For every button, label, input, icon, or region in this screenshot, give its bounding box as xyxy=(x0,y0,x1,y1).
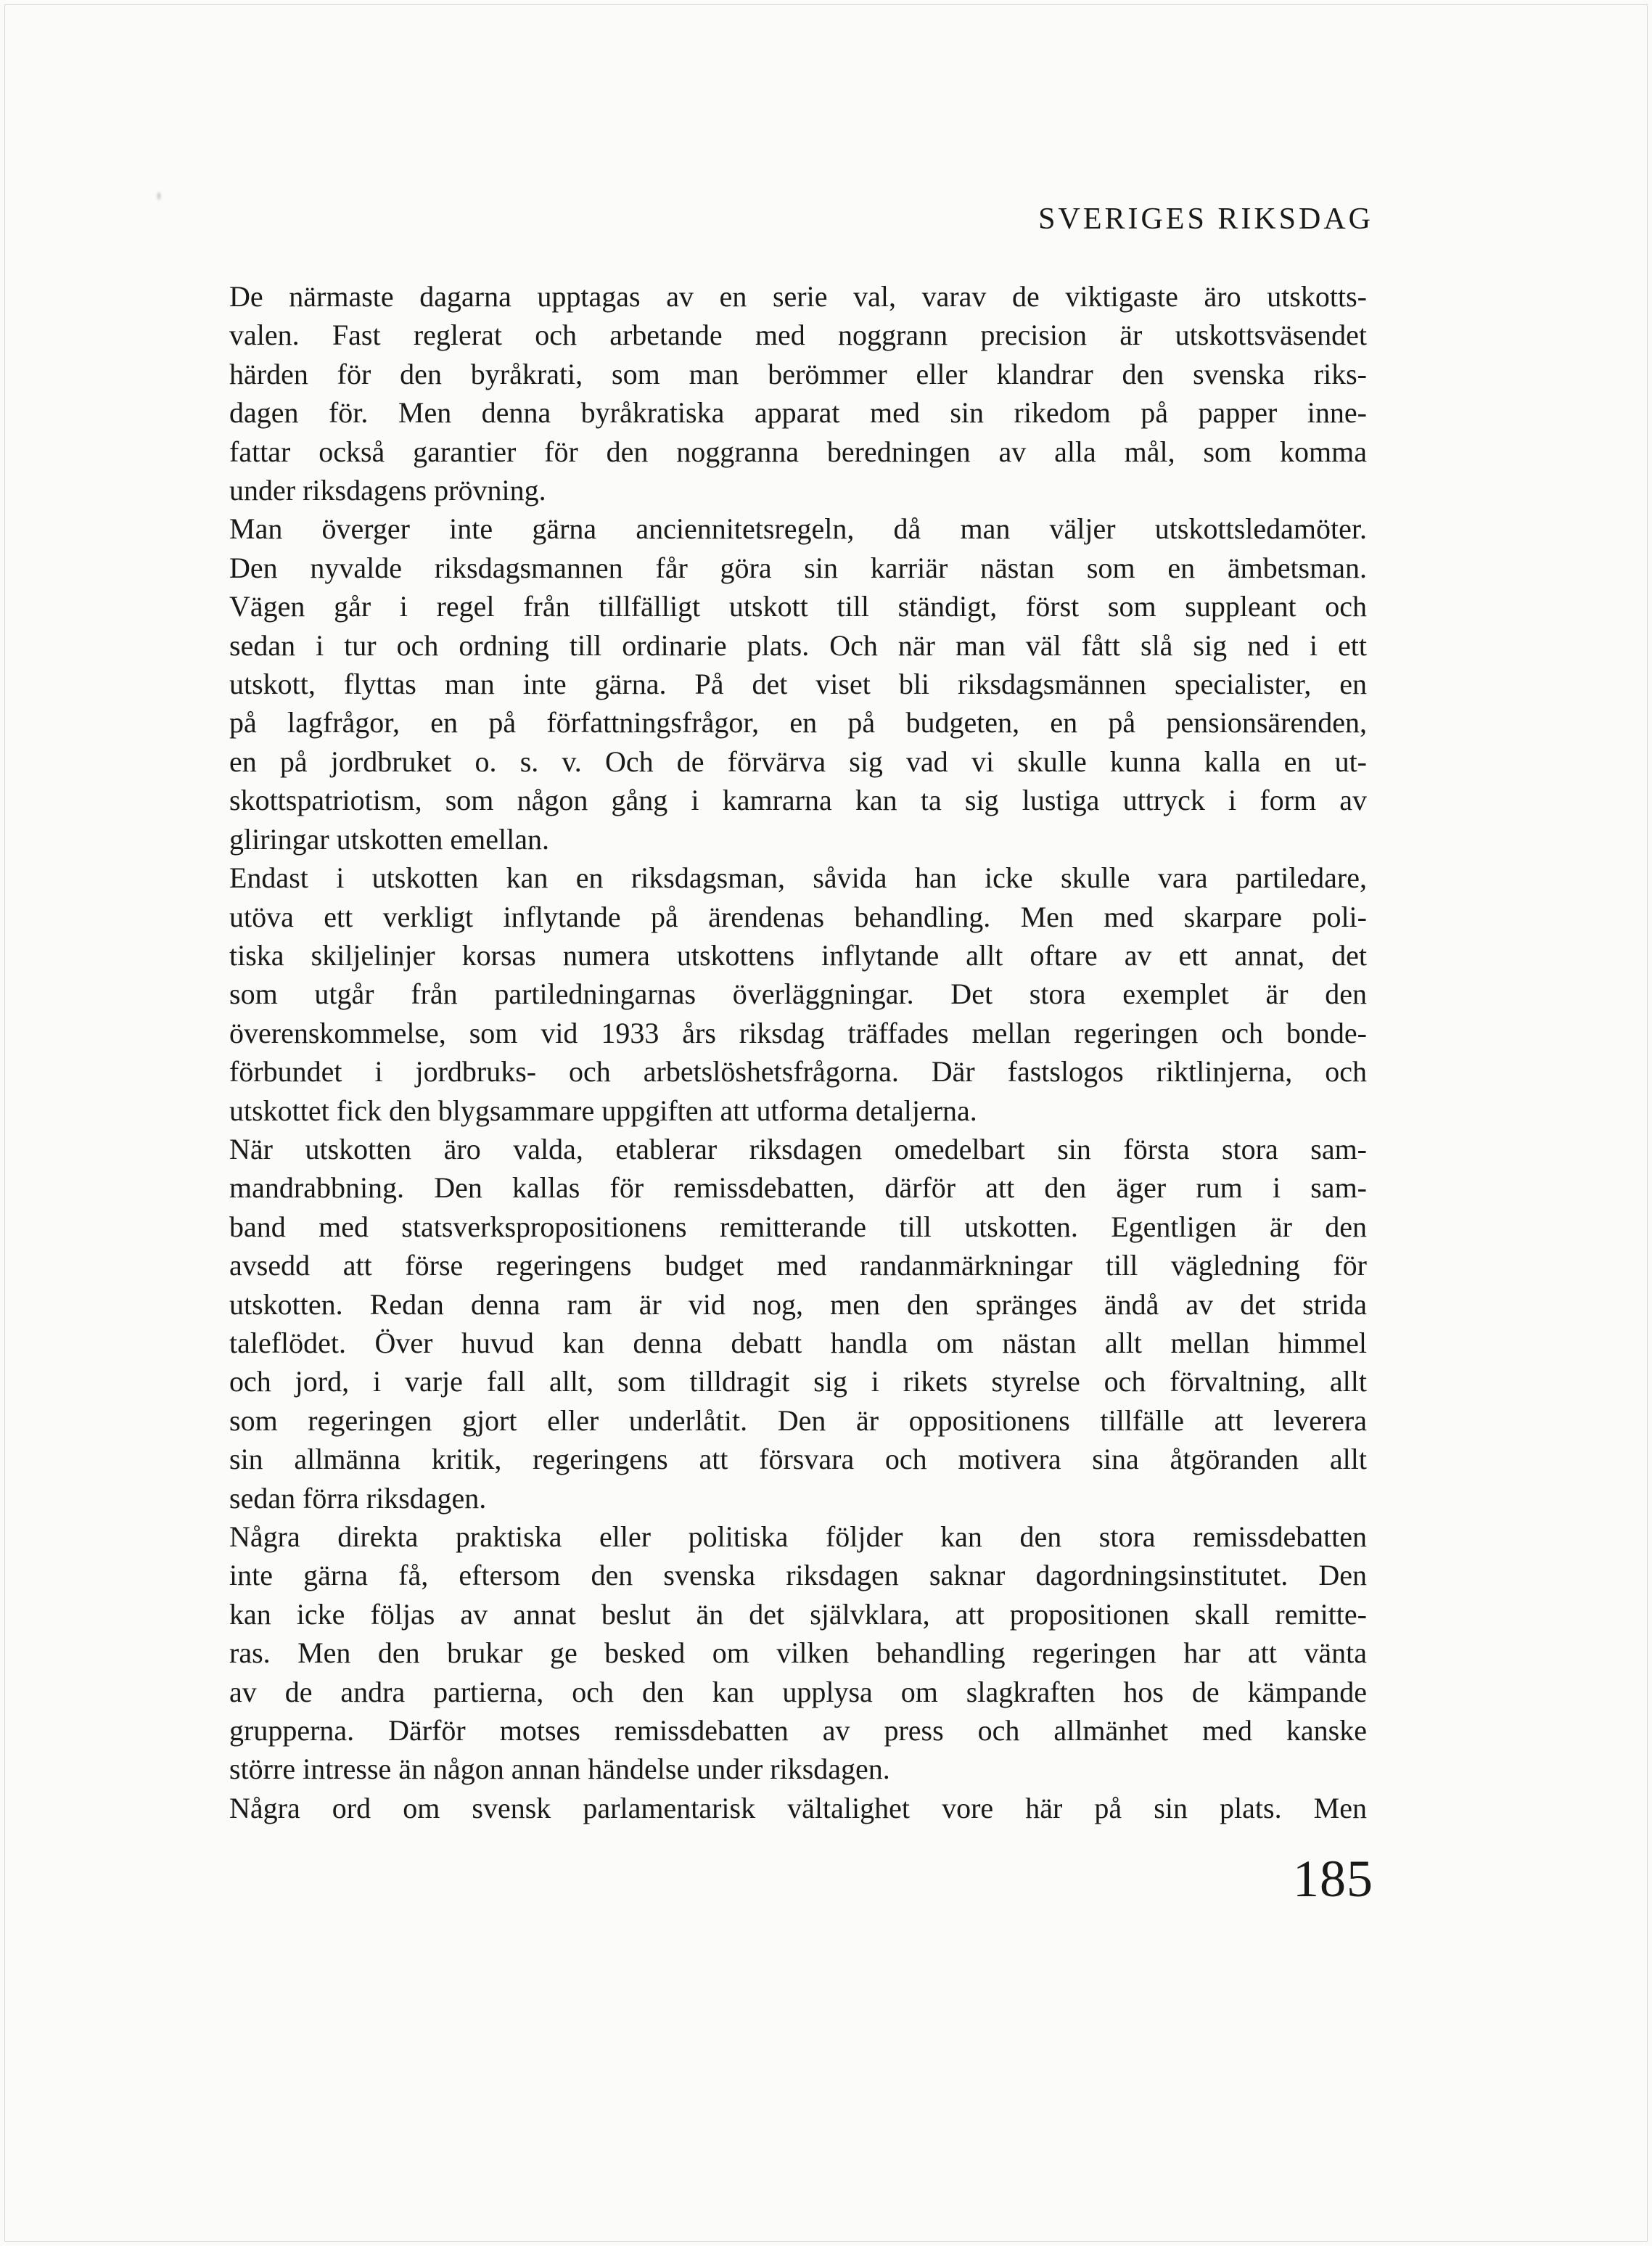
text-line: kan icke följas av annat beslut än det självklara, att propositionen skall remitte- xyxy=(229,1597,1367,1631)
text-line: som utgår från partiledningarnas överläggningar. Det stora exemplet är den xyxy=(229,977,1367,1011)
text-line: härden för den byråkrati, som man berömmer eller klandrar den svenska riks- xyxy=(229,357,1367,390)
text-line: under riksdagens prövning. xyxy=(229,474,546,507)
text-line: och jord, i varje fall allt, som tilldragit sig i rikets styrelse och förvaltning, allt xyxy=(229,1365,1367,1398)
text-line: fattar också garantier för den noggranna beredningen av alla mål, som komma xyxy=(229,435,1367,468)
text-line: Vägen går i regel från tillfälligt utskott till ständigt, först som suppleant och xyxy=(229,590,1367,623)
text-line: utöva ett verkligt inflytande på ärendenas behandling. Men med skarpare poli- xyxy=(229,900,1367,933)
text-line: skottspatriotism, som någon gång i kamrarna kan ta sig lustiga uttryck i form av xyxy=(229,784,1367,817)
text-line: större intresse än någon annan händelse under riksdagen. xyxy=(229,1753,890,1786)
text-line: sedan förra riksdagen. xyxy=(229,1481,487,1515)
text-line: Endast i utskotten kan en riksdagsman, såvida han icke skulle vara partiledare, xyxy=(229,861,1367,895)
text-line: Man överger inte gärna anciennitetsregeln, då man väljer utskottsledamöter. xyxy=(229,512,1367,546)
text-line: inte gärna få, eftersom den svenska riksdagen saknar dagordningsinstitutet. Den xyxy=(229,1559,1367,1592)
text-line: band med statsverkspropositionens remitterande till utskotten. Egentligen är den xyxy=(229,1210,1367,1243)
text-line: som regeringen gjort eller underlåtit. Den är oppositionens tillfälle att leverera xyxy=(229,1403,1367,1437)
text-line: av de andra partierna, och den kan upplysa om slagkraften hos de kämpande xyxy=(229,1675,1367,1708)
text-line: överenskommelse, som vid 1933 års riksdag träffades mellan regeringen och bonde- xyxy=(229,1016,1367,1049)
text-line: valen. Fast reglerat och arbetande med noggrann precision är utskottsväsendet xyxy=(229,319,1367,352)
text-line: sedan i tur och ordning till ordinarie plats. Och när man väl fått slå sig ned i ett xyxy=(229,628,1367,662)
text-line: Några direkta praktiska eller politiska följder kan den stora remissdebatten xyxy=(229,1520,1367,1553)
text-line: taleflödet. Över huvud kan denna debatt handla om nästan allt mellan himmel xyxy=(229,1326,1367,1359)
text-line: Den nyvalde riksdagsmannen får göra sin karriär nästan som en ämbetsman. xyxy=(229,551,1367,584)
text-line: gliringar utskotten emellan. xyxy=(229,822,549,856)
running-head: SVERIGES RIKSDAG xyxy=(1038,202,1373,236)
text-line: ras. Men den brukar ge besked om vilken behandling regeringen har att vänta xyxy=(229,1636,1367,1670)
text-line: tiska skiljelinjer korsas numera utskottens inflytande allt oftare av ett annat, det xyxy=(229,938,1367,972)
text-line: utskotten. Redan denna ram är vid nog, men den spränges ändå av det strida xyxy=(229,1287,1367,1321)
text-line: utskott, flyttas man inte gärna. På det viset bli riksdagsmännen specialister, en xyxy=(229,668,1367,701)
text-line: grupperna. Därför motses remissdebatten av press och allmänhet med kanske xyxy=(229,1714,1367,1747)
text-line: avsedd att förse regeringens budget med randanmärkningar till vägledning för xyxy=(229,1249,1367,1282)
text-line: Några ord om svensk parlamentarisk vältalighet vore här på sin plats. Men xyxy=(229,1791,1367,1824)
paper-speck xyxy=(155,190,163,202)
text-line: sin allmänna kritik, regeringens att försvara och motivera sina åtgöranden allt xyxy=(229,1443,1367,1476)
text-line: De närmaste dagarna upptagas av en serie val, varav de viktigaste äro utskotts- xyxy=(229,280,1367,313)
text-line: dagen för. Men denna byråkratiska apparat med sin rikedom på papper inne- xyxy=(229,396,1367,430)
page-number: 185 xyxy=(1293,1850,1373,1908)
body-text xyxy=(229,277,1367,1827)
text-line: När utskotten äro valda, etablerar riksdagen omedelbart sin första stora sam- xyxy=(229,1132,1367,1165)
text-line: utskottet fick den blygsammare uppgiften att utforma detaljerna. xyxy=(229,1094,977,1127)
text-line: mandrabbning. Den kallas för remissdebatten, därför att den äger rum i sam- xyxy=(229,1171,1367,1205)
text-line: förbundet i jordbruks- och arbetslöshetsfrågorna. Där fastslogos riktlinjerna, och xyxy=(229,1055,1367,1089)
text-line: på lagfrågor, en på författningsfrågor, en på budgeten, en på pensionsärenden, xyxy=(229,706,1367,739)
text-line: en på jordbruket o. s. v. Och de förvärva sig vad vi skulle kunna kalla en ut- xyxy=(229,745,1367,778)
